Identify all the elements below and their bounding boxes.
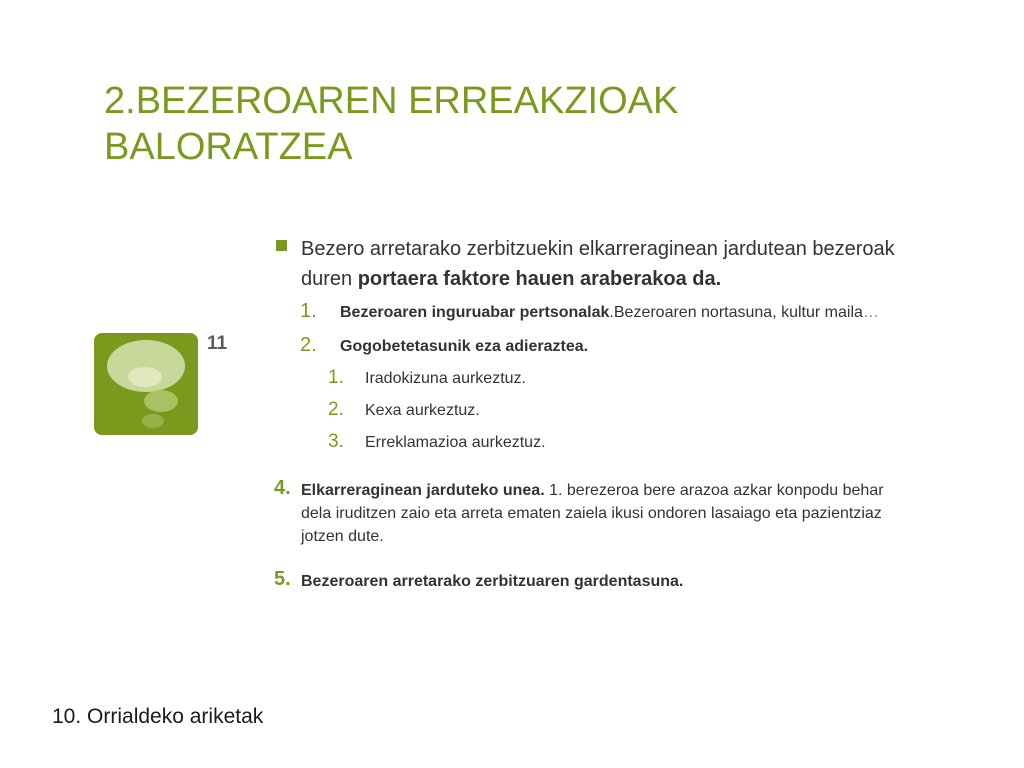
title-line-2: BALORATZEA	[104, 126, 353, 168]
factor-number: 5.	[274, 568, 291, 590]
factor-number: 1.	[300, 300, 317, 322]
content-body	[272, 234, 912, 593]
speech-bubble-icon	[94, 333, 198, 435]
sub-item-text: Kexa aurkeztuz.	[365, 402, 480, 419]
intro-text-bold: portaera faktore hauen araberakoa da.	[357, 268, 722, 290]
factor-number: 4.	[274, 477, 291, 499]
factor-ellipsis: …	[862, 304, 879, 321]
factor-title: Bezeroaren arretarako zerbitzuaren gardentasuna.	[301, 573, 684, 590]
factor-item-4	[272, 479, 912, 548]
intro-bullet	[272, 234, 912, 294]
factor-title: Bezeroaren inguruabar pertsonalak	[340, 304, 610, 321]
sub-item-3	[272, 432, 912, 454]
factor-text: 1. berezeroa bere arazoa azkar konpodu behar dela iruditzen zaio eta arreta ematen zaiela ikusi ondoren lasaiago eta pazientziaz jotzen dute.	[301, 482, 884, 545]
sub-item-number: 1.	[328, 367, 344, 388]
sub-item-1	[272, 368, 912, 390]
sub-item-number: 3.	[328, 431, 344, 452]
sub-item-2	[272, 400, 912, 422]
factor-title: Elkarreraginean jarduteko unea.	[301, 482, 545, 499]
factor-text: .Bezeroaren nortasuna, kultur maila	[609, 304, 863, 321]
factor-item-2	[272, 336, 912, 358]
factor-item-5	[272, 570, 912, 593]
factor-number: 2.	[300, 334, 317, 356]
square-bullet-icon	[276, 240, 287, 251]
title-line-1: 2.BEZEROAREN ERREAKZIOAK	[104, 80, 679, 122]
slide-number: 11	[207, 333, 228, 354]
intro-text: Bezero arretarako zerbitzuekin elkarreraginean jardutean bezeroak duren	[301, 238, 895, 290]
factor-item-1	[272, 302, 912, 324]
footer-note: 10. Orrialdeko ariketak	[52, 705, 264, 728]
factor-title: Gogobetetasunik eza adieraztea.	[340, 338, 589, 355]
sub-item-number: 2.	[328, 399, 344, 420]
sub-item-text: Iradokizuna aurkeztuz.	[365, 370, 526, 387]
sub-item-text: Erreklamazioa aurkeztuz.	[365, 434, 546, 451]
slide-title	[104, 78, 824, 170]
